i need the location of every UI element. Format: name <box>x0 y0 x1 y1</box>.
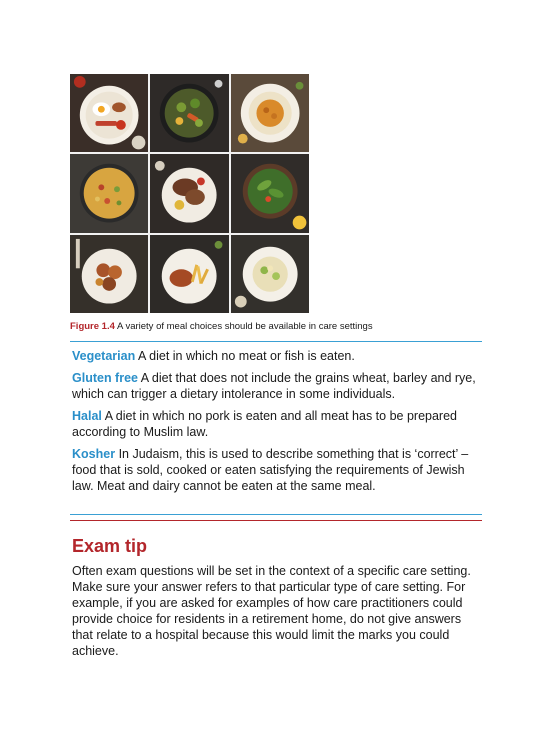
glossary-definition: A diet in which no pork is eaten and all meat has to be prepared according to Muslim law. <box>72 409 457 439</box>
plate-icon <box>231 74 309 152</box>
exam-tip-heading: Exam tip <box>72 536 148 556</box>
pan-icon <box>150 74 228 152</box>
glossary-definition: A diet in which no meat or fish is eaten. <box>138 349 355 363</box>
glossary-entry <box>72 446 480 494</box>
plate-icon <box>70 235 148 313</box>
figure-caption <box>70 321 373 333</box>
pasta-salad <box>231 235 309 313</box>
glossary-box <box>72 348 480 500</box>
meal-photo-grid <box>70 74 309 313</box>
glossary-term: Vegetarian <box>72 349 136 363</box>
figure-caption-text: A variety of meal choices should be available in care settings <box>117 321 373 332</box>
glossary-definition: A diet that does not include the grains wheat, barley and rye, which can trigger a dietary intolerance in some individuals. <box>72 371 476 401</box>
glossary-term: Gluten free <box>72 371 138 385</box>
plate-icon <box>231 235 309 313</box>
stir-fry-vegetables <box>150 74 228 152</box>
divider-top <box>70 341 482 342</box>
divider-bottom-red <box>70 520 482 521</box>
glossary-term: Kosher <box>72 447 116 461</box>
plate-icon <box>150 235 228 313</box>
bowl-icon <box>231 154 309 232</box>
glossary-entry <box>72 408 480 440</box>
paella-pan <box>70 154 148 232</box>
figure-label: Figure 1.4 <box>70 321 115 332</box>
plate-icon <box>150 154 228 232</box>
chicken-and-chips <box>150 235 228 313</box>
roasted-vegetables <box>70 235 148 313</box>
curry-with-rice <box>231 74 309 152</box>
full-breakfast-plate <box>70 74 148 152</box>
green-salad-bowl <box>231 154 309 232</box>
glossary-entry <box>72 370 480 402</box>
glossary-term: Halal <box>72 409 102 423</box>
plate-icon <box>70 74 148 152</box>
glossary-definition: In Judaism, this is used to describe something that is ‘correct’ – food that is sold, cooked or eaten satisfying the requirements of Jewish law. Meat and dairy cannot be eaten at the same meal. <box>72 447 469 493</box>
grilled-meat-plate <box>150 154 228 232</box>
glossary-entry <box>72 348 480 364</box>
exam-tip-body: Often exam questions will be set in the context of a specific care setting. Make sure your answer refers to that particular type of care setting. For example, if you are asked for examples of how care practitioners could provide choice for residents in a retirement home, do not give answers that relate to a hospital because this would limit the marks you could achieve. <box>72 564 471 658</box>
divider-bottom-blue <box>70 514 482 515</box>
pan-icon <box>70 154 148 232</box>
